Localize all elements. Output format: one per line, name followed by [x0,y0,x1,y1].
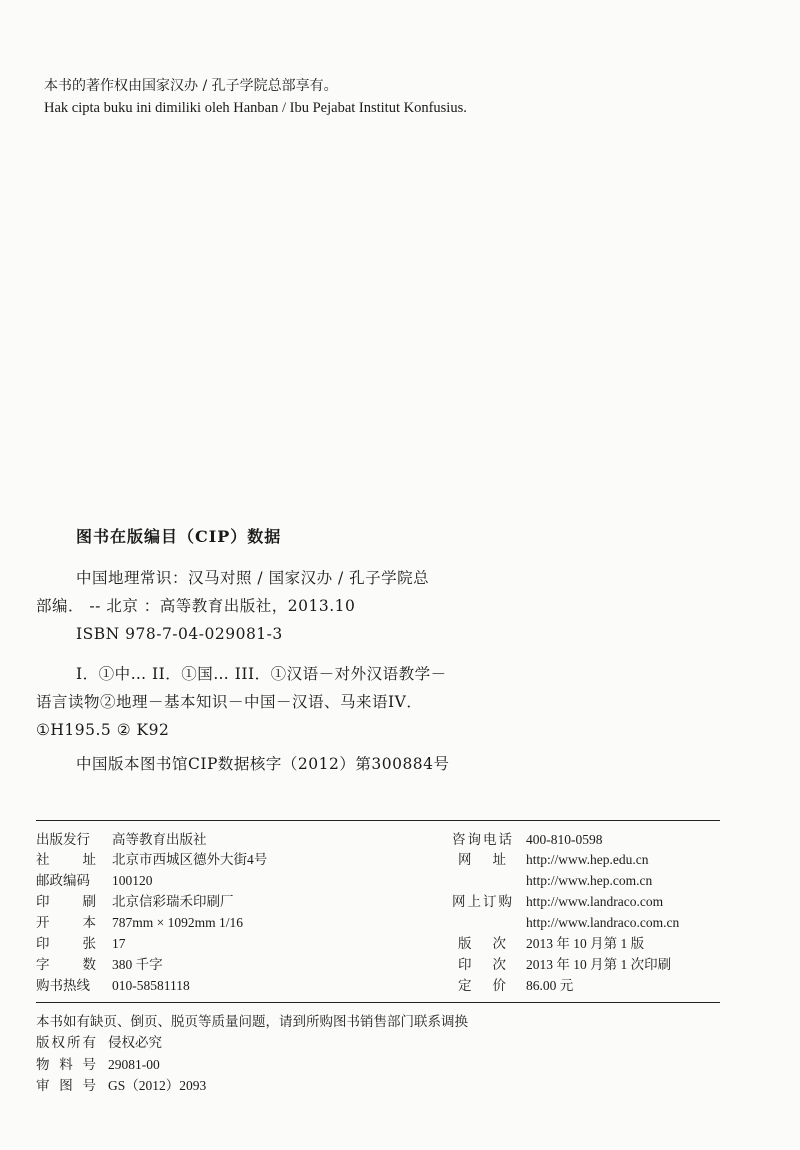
pub-left-row-5: 印张 17 [36,936,126,952]
pub-right-row-3: 网上订购 http://www.landraco.com [452,894,664,910]
map-approval-row: 审图号 GS（2012）2093 [36,1078,207,1094]
divider-bottom [36,1002,720,1003]
pub-left-row-7: 购书热线 010-58581118 [36,978,190,994]
cip-line-1: 中国地理常识：汉马对照 / 国家汉办 / 孔子学院总 [76,569,430,587]
cip-class-2: 语言读物②地理－基本知识－中国－汉语、马来语IV． [36,693,423,711]
cip-line-2: 部编． -- 北京 ：高等教育出版社，2013.10 [36,597,356,615]
cip-class-1: I．①中… II．①国… III．①汉语－对外汉语教学－ [76,665,447,683]
material-row: 物料号 29081-00 [36,1057,160,1073]
pub-right-row-7: 定价 86.00 元 [458,978,574,994]
pub-right-row-5: 版次 2013 年 10 月第 1 版 [458,936,645,952]
cip-record: 中国版本图书馆CIP数据核字（2012）第300884号 [76,755,450,773]
cip-title: 图书在版编目（CIP）数据 [76,527,282,546]
pub-right-row-2: http://www.hep.com.cn [526,873,653,888]
cip-isbn: ISBN 978-7-04-029081-3 [76,625,283,643]
pub-left-row-4: 开本 787mm × 1092mm 1/16 [36,915,243,931]
pub-right-row-1: 网址 http://www.hep.edu.cn [458,852,649,868]
pub-left-row-3: 印刷 北京信彩瑞禾印刷厂 [36,894,234,910]
divider-top [36,820,720,821]
cip-class-3: ①H195.5 ② K92 [36,721,170,739]
rights-row: 版权所有 侵权必究 [36,1035,162,1051]
pub-right-row-0: 咨询电话 400-810-0598 [452,832,603,848]
pub-right-row-4: http://www.landraco.com.cn [526,915,680,930]
quality-notice: 本书如有缺页、倒页、脱页等质量问题，请到所购图书销售部门联系调换 [36,1014,468,1030]
pub-left-row-0: 出版发行 高等教育出版社 [36,832,207,848]
pub-left-row-2: 邮政编码 100120 [36,873,153,889]
copyright-ms: Hak cipta buku ini dimiliki oleh Hanban / Ibu Pejabat Institut Konfusius. [44,100,467,116]
copyright-zh: 本书的著作权由国家汉办 / 孔子学院总部享有。 [44,78,338,94]
pub-right-row-6: 印次 2013 年 10 月第 1 次印刷 [458,957,672,973]
pub-left-row-1: 社址 北京市西城区德外大街4号 [36,852,268,868]
pub-left-row-6: 字数 380 千字 [36,957,163,973]
